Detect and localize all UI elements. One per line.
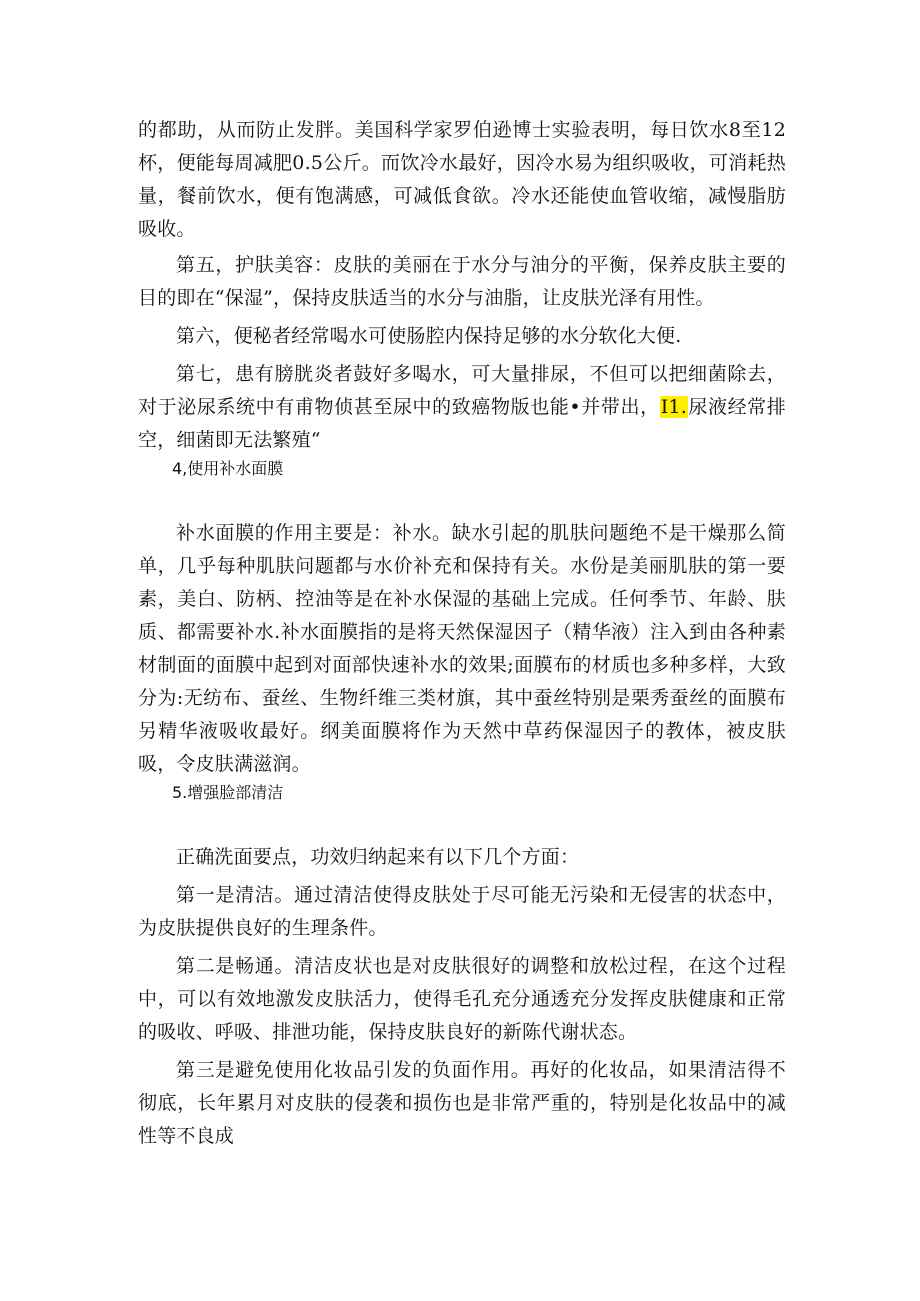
paragraph-cleansing-three: 第三是避免使用化妆品引发的负面作用。再好的化妆品，如果清洁得不彻底，长年累月对皮肤的侵袭和损伤也是非常严重的，特别是化妆品中的减性等不良成 bbox=[138, 1059, 786, 1147]
paragraph-cleansing-intro: 正确洗面要点，功效归纳起来有以下几个方面： bbox=[176, 846, 580, 868]
section-heading-5: 5.增强脸部清洁 bbox=[172, 783, 284, 802]
paragraph-point-five: 第五，护肤美容：皮肤的美丽在于水分与油分的平衡，保养皮肤主要的目的即在“保湿”，保持皮肤适当的水分与油脂，让皮肤光泽有用性。 bbox=[138, 254, 786, 309]
paragraph-cleansing-one: 第一是清洁。通过清洁使得皮肤处于尽可能无污染和无侵害的状态中，为皮肤提供良好的生理条件。 bbox=[138, 884, 786, 939]
paragraph-point-seven bbox=[138, 358, 786, 457]
paragraph-mask: 补水面膜的作用主要是：补水。缺水引起的肌肤问题绝不是干燥那么简单，几乎每种肌肤问题都与水价补充和保持有关。水份是美丽肌肤的第一要素，美白、防柄、控油等是在补水保湿的基础上完成。任何季节、年龄、肤质、都需要补水.补水面膜指的是将天然保湿因子（精华液）注入到由各种素材制面的面膜中起到对面部快速补水的效果;面膜布的材质也多种多样，大致分为:无纺布、蚕丝、生物纤维三类材旗，其中蚕丝特别是栗秀蚕丝的面膜布另精华液吸收最好。纲美面膜将作为天然中草药保湿因子的教体，被皮肤吸，令皮肤满滋润。 bbox=[138, 522, 786, 775]
document-body bbox=[138, 114, 786, 1153]
paragraph-point-seven-text-b: 尿液经常排空，细菌即无法繁殖“ bbox=[138, 396, 786, 451]
paragraph-point-six: 第六，便秘者经常喝水可使肠腔内保持足够的水分软化大便. bbox=[176, 325, 682, 347]
section-heading-4: 4,使用补水面膜 bbox=[172, 459, 284, 478]
highlighted-text: I1. bbox=[660, 396, 687, 418]
paragraph-cleansing-two: 第二是畅通。清洁皮状也是对皮肤很好的调整和放松过程，在这个过程中，可以有效地激发皮肤活力，使得毛孔充分通透充分发挥皮肤健康和正常的吸收、呼吸、排泄功能，保持皮肤良好的新陈代谢状态。 bbox=[138, 955, 786, 1043]
paragraph-point-seven-text-a: 第七，患有膀胱炎者鼓好多喝水，可大量排尿，不但可以把细菌除去，对于泌尿系统中有甫物侦甚至尿中的致癌物版也能•并带出， bbox=[138, 363, 786, 418]
paragraph-weight-loss: 的都助，从而防止发胖。美国科学家罗伯逊博士实验表明，每日饮水8至12杯，便能每周减肥0.5公斤。而饮冷水最好，因冷水易为组织吸收，可消耗热量，餐前饮水，便有饱满感，可减低食欲。冷水还能使血管收缩，减慢脂肪吸收。 bbox=[138, 119, 786, 240]
